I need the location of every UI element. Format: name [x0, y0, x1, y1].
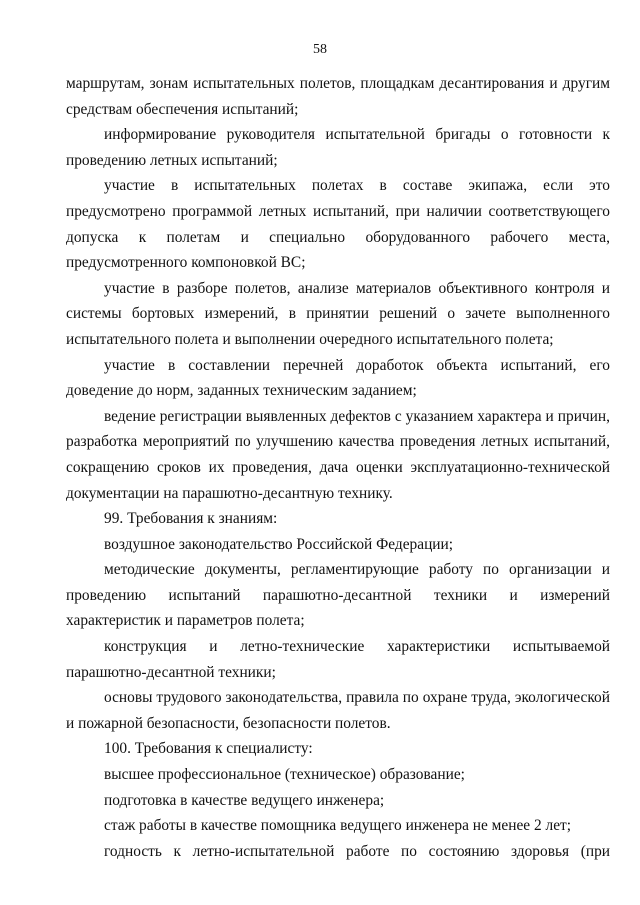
paragraph: подготовка в качестве ведущего инженера; — [104, 791, 385, 809]
paragraph: ведение регистрации выявленных дефектов с указанием характера и причин, разработка мероприятий по улучшению качества проведения летных испытаний, сокращению сроков их проведения, дача оценки эксплуатационно-технической документации на парашютно-десантную технику. — [66, 407, 610, 502]
paragraph: стаж работы в качестве помощника ведущего инженера не менее 2 лет; — [104, 817, 572, 835]
paragraph: высшее профессиональное (техническое) образование; — [104, 766, 465, 784]
paragraph: конструкция и летно-технические характеристики испытываемой парашютно-десантной техники; — [66, 638, 610, 681]
paragraph: участие в испытательных полетах в составе экипажа, если это предусмотрено программой летных испытаний, при наличии соответствующего допуска к полетам и специально оборудованного рабочего места, предусмотренного компоновкой ВС; — [66, 177, 610, 272]
paragraph: основы трудового законодательства, правила по охране труда, экологической и пожарной безопасности, безопасности полетов. — [66, 689, 610, 732]
paragraph: информирование руководителя испытательной бригады о готовности к проведению летных испытаний; — [66, 126, 610, 169]
paragraph: воздушное законодательство Российской Федерации; — [104, 535, 454, 553]
paragraph: методические документы, регламентирующие работу по организации и проведению испытаний парашютно-десантной техники и измерений характеристик и параметров полета; — [66, 561, 610, 630]
paragraph: 100. Требования к специалисту: — [104, 740, 313, 758]
paragraph: годность к летно-испытательной работе по состоянию здоровья (при — [104, 842, 610, 860]
paragraph: участие в разборе полетов, анализе материалов объективного контроля и системы бортовых измерений, в принятии решений о зачете выполненного испытательного полета и выполнении очередного испытательного полета; — [66, 279, 610, 348]
paragraph: 99. Требования к знаниям: — [104, 510, 278, 528]
document-body — [66, 71, 610, 864]
paragraph: маршрутам, зонам испытательных полетов, площадкам десантирования и другим средствам обеспечения испытаний; — [66, 75, 610, 118]
page-number: 58 — [313, 42, 327, 57]
paragraph: участие в составлении перечней доработок объекта испытаний, его доведение до норм, заданных техническим заданием; — [66, 356, 610, 400]
